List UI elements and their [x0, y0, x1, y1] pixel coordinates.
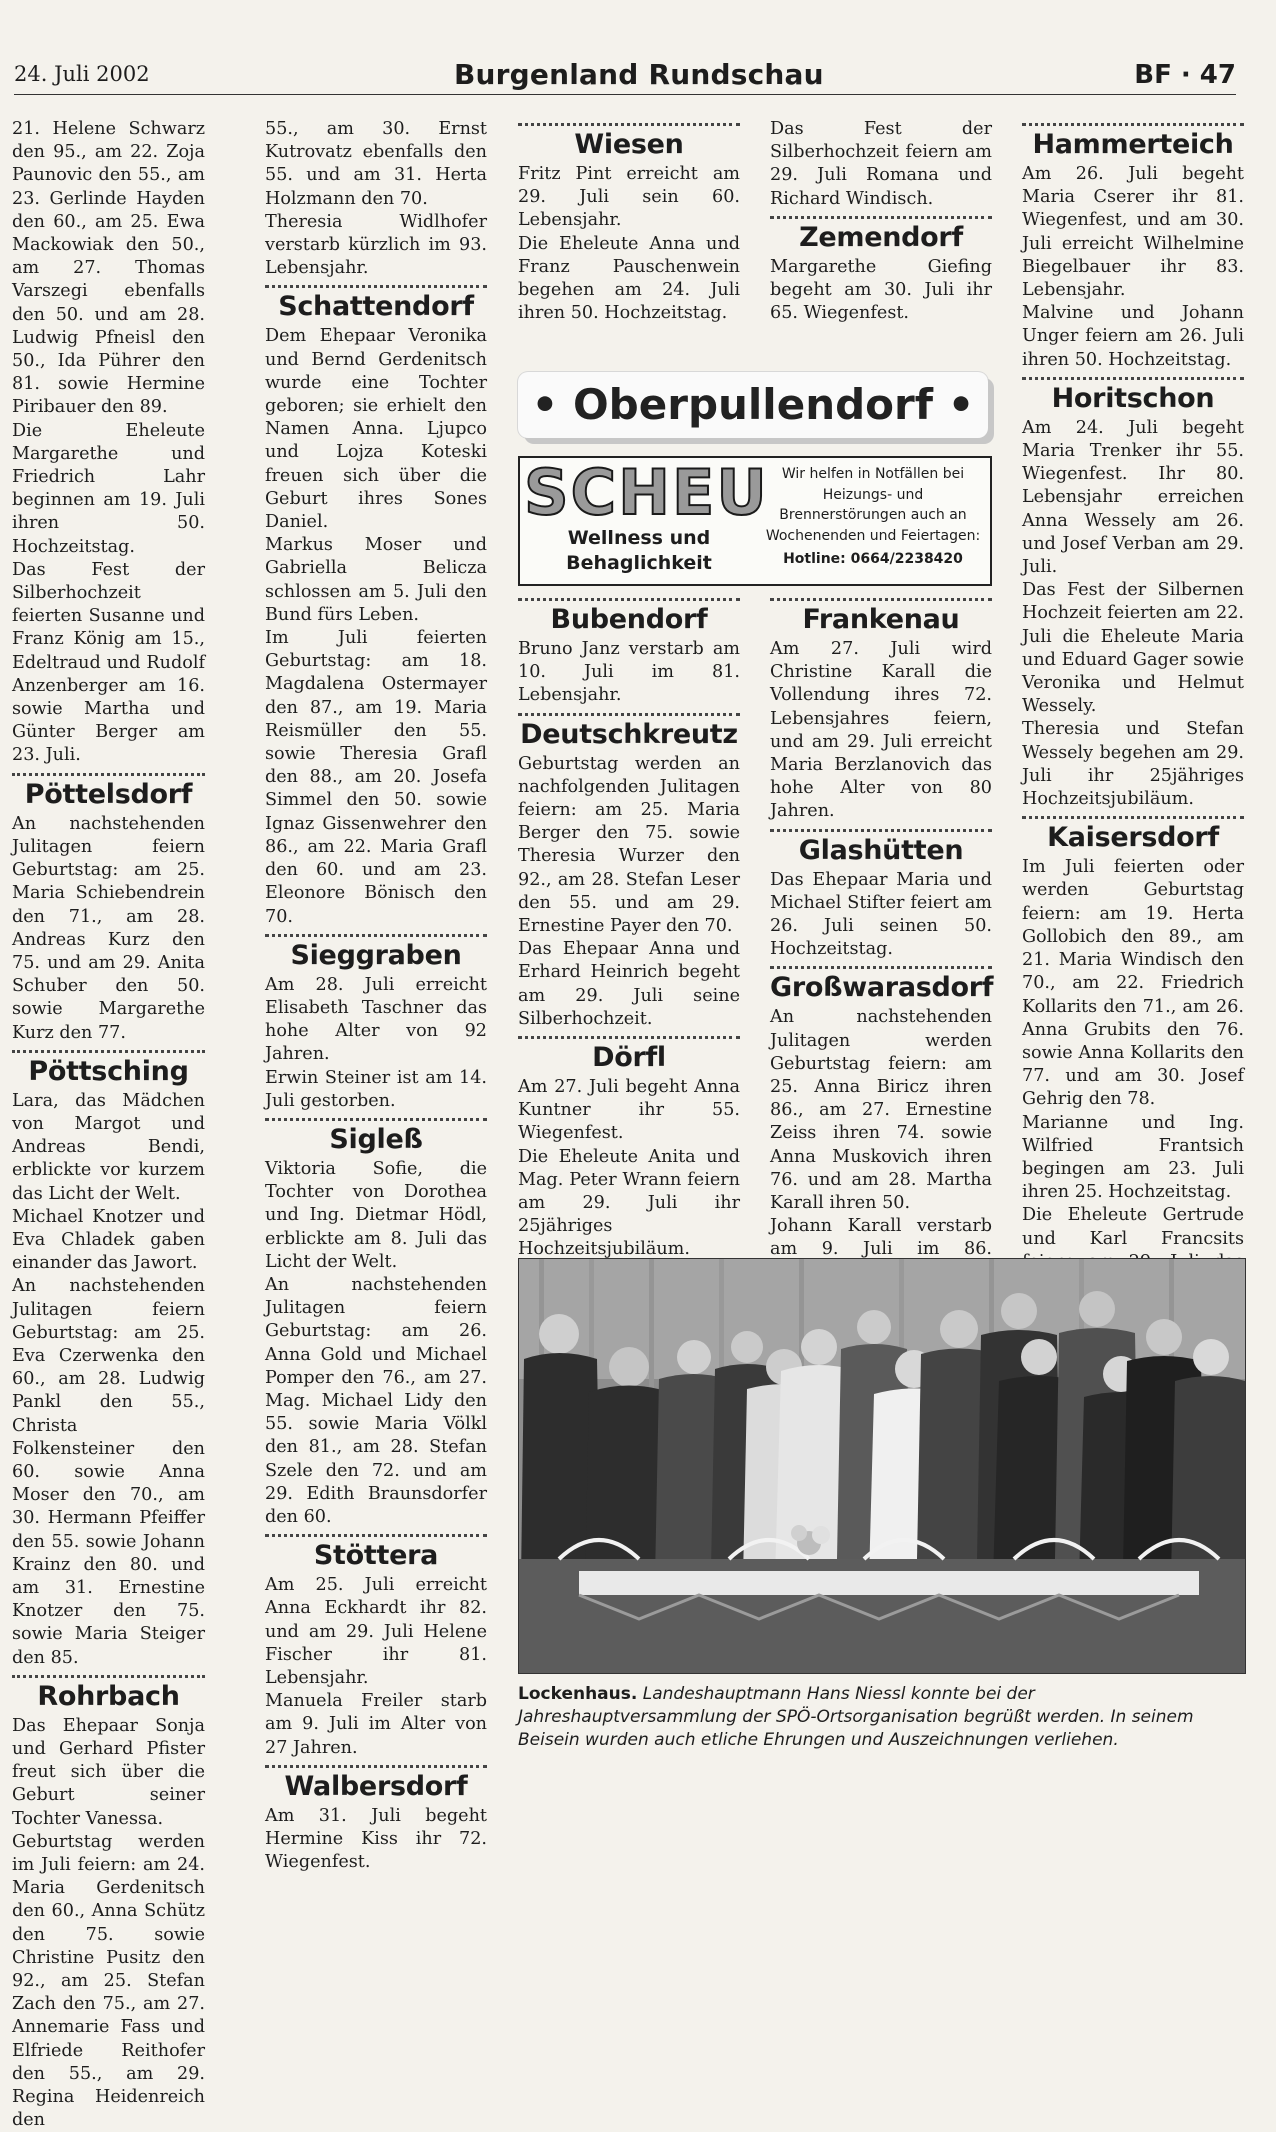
- section-title: Dörfl: [592, 1042, 666, 1074]
- dotted-divider: [265, 1765, 487, 1768]
- paragraph: Theresia Widlhofer verstarb kürzlich im 93. Lebensjahr.: [265, 211, 487, 279]
- paragraph: Marianne und Ing. Wilfried Frantsich begingen am 23. Juli ihren 25. Hochzeitstag.: [1022, 1112, 1244, 1203]
- section-title: Sigleß: [329, 1123, 423, 1155]
- column-5: [1022, 118, 1244, 1297]
- paragraph: Das Ehepaar Sonja und Gerhard Pfister freut sich über die Geburt seiner Tochter Vanessa.: [12, 1715, 205, 1829]
- paragraph: Theresia und Stefan Wessely begehen am 29. Juli ihr 25jähriges Hochzeitsjubiläum.: [1022, 719, 1244, 810]
- section-doerfl: [518, 1036, 740, 1262]
- paragraph: An nachstehenden Julitagen werden Geburtstag feiern: am 25. Anna Biricz ihren 86., am 27. Ernestine Zeiss ihren 74. sowie Anna Muskovich ihren 76. und am 28. Martha Karall ihren 50.: [770, 1007, 992, 1214]
- paragraph: Am 28. Juli erreicht Elisabeth Taschner das hohe Alter von 92 Jahren.: [265, 974, 487, 1065]
- ad-hotline: Hotline: 0664/2238420: [783, 551, 963, 567]
- paragraph: Das Ehepaar Anna und Erhard Heinrich begeht am 29. Juli seine Silberhochzeit.: [518, 939, 740, 1029]
- paragraph: Am 26. Juli begeht Maria Cserer ihr 81. Wiegenfest, und am 30. Juli erreicht Wilhelmine Biegelbauer ihr 83. Lebensjahr.: [1022, 164, 1244, 301]
- paragraph: Geburtstag werden im Juli feiern: am 24. Maria Gerdenitsch den 60., Anna Schütz den 75. sowie Christine Pusitz den 92., am 25. Stefan Zach den 75., am 27. Annemarie Fass und Elfriede Reithofer den 55., am 29. Regina Heidenreich den: [12, 1831, 205, 2131]
- paragraph: Michael Knotzer und Eva Chladek gaben einander das Jawort.: [12, 1206, 205, 1274]
- column-1: [12, 118, 205, 2132]
- dotted-divider: [265, 934, 487, 937]
- section-title: Pöttsching: [28, 1055, 189, 1087]
- dotted-divider: [770, 966, 992, 969]
- paragraph: Johann Karall verstarb am 9. Juli im 86.: [770, 1216, 992, 1260]
- paragraph: Die Eheleute Anna und Franz Pauschenwein begehen am 24. Juli ihren 50. Hochzeitstag.: [518, 233, 740, 324]
- section-title: Sieggraben: [290, 939, 462, 971]
- ad-text: Wir helfen in Notfällen bei Heizungs- und Brennerstörungen auch an Wochenenden und Feiertagen:: [765, 466, 981, 544]
- caption-text: Landeshauptmann Hans Niessl konnte bei der Jahreshauptversammlung der SPÖ-Ortsorganisation begrüßt werden. In seinem Beisein wurden auch etliche Ehrungen und Auszeichnungen verliehen.: [518, 1684, 1194, 1750]
- dotted-divider: [1022, 816, 1244, 819]
- section-poettelsdorf: [12, 773, 205, 1045]
- section-bubendorf: [518, 598, 740, 708]
- dotted-divider: [12, 773, 205, 776]
- paragraph: Das Fest der Silbernen Hochzeit feierten am 22. Juli die Eheleute Maria und Eduard Gager sowie Veronika und Helmut Wessely.: [1022, 580, 1244, 717]
- dotted-divider: [265, 1118, 487, 1121]
- paragraph: Erwin Steiner ist am 14. Juli gestorben.: [265, 1067, 487, 1111]
- section-rohrbach: [12, 1675, 205, 2132]
- section-poettsching: [12, 1050, 205, 1670]
- section-title: Rohrbach: [37, 1680, 180, 1712]
- ad-tagline: Wellness und: [567, 527, 711, 549]
- ad-tagline: Behaglichkeit: [566, 552, 712, 574]
- paragraph: An nachstehenden Julitagen feiern Geburtstag: am 26. Anna Gold und Michael Pomper den 76., am 27. Mag. Michael Lidy den 55. sowie Maria Völkl den 81., am 28. Stefan Szele den 72. und am 29. Edith Braunsdorfer den 60.: [265, 1274, 487, 1527]
- paragraph: Geburtstag werden an nachfolgenden Julitagen feiern: am 25. Maria Berger den 75. sowie Theresia Wurzer den 92., am 28. Stefan Leser den 55. und am 29. Ernestine Payer den 70.: [518, 753, 740, 937]
- paragraph: Margarethe Giefing begeht am 30. Juli ihr 65. Wiegenfest.: [770, 256, 992, 324]
- dotted-divider: [518, 713, 740, 716]
- page-number: BF · 47: [1134, 60, 1236, 90]
- section-wiesen: [518, 123, 740, 325]
- column-4-top: [770, 118, 992, 325]
- dotted-divider: [770, 598, 992, 601]
- section-title: Schattendorf: [278, 291, 474, 323]
- section-grosswarasdorf: [770, 966, 992, 1284]
- section-horitschon: [1022, 377, 1244, 811]
- page-header: [14, 58, 1236, 95]
- paragraph: Dem Ehepaar Veronika und Bernd Gerdenitsch wurde eine Tochter geboren; sie erhielt den Namen Anna. Ljupco und Lojza Koteski freuen sich über die Geburt ihres Sones Daniel.: [265, 326, 487, 533]
- paragraph: Am 25. Juli erreicht Anna Eckhardt ihr 82. und am 29. Juli Helene Fischer ihr 81. Lebensjahr.: [265, 1575, 487, 1688]
- paragraph: Markus Moser und Gabriella Belicza schlossen am 5. Juli den Bund fürs Leben.: [265, 535, 487, 625]
- section-sigless: [265, 1118, 487, 1529]
- column-2: [265, 118, 487, 1874]
- ad-brand-block: [524, 456, 769, 580]
- paragraph: An nachstehenden Julitagen feiern Geburtstag: am 25. Eva Czerwenka den 60., am 28. Ludwig Pankl den 55., Christa Folkensteiner den 60. sowie Anna Moser den 70., am 30. Hermann Pfeiffer den 55. sowie Johann Krainz den 80. und am 31. Ernestine Knotzer den 75. sowie Maria Steiger den 85.: [12, 1276, 205, 1668]
- section-schattendorf: [265, 285, 487, 928]
- publication-title: Burgenland Rundschau: [454, 58, 824, 91]
- dotted-divider: [518, 598, 740, 601]
- paragraph: An nachstehenden Julitagen feiern Geburtstag: am 25. Maria Schiebendrein den 71., am 28. Andreas Kurz den 75. und am 29. Anita Schuber den 50. sowie Margarethe Kurz den 77.: [12, 813, 205, 1043]
- section-title: Walbersdorf: [284, 1770, 468, 1802]
- paragraph: Fritz Pint erreicht am 29. Juli sein 60. Lebensjahr.: [518, 164, 740, 231]
- section-title: Glashütten: [798, 834, 964, 866]
- paragraph: Viktoria Sofie, die Tochter von Dorothea und Ing. Dietmar Hödl, erblickte am 8. Juli das Licht der Welt.: [265, 1158, 487, 1272]
- section-stoettera: [265, 1534, 487, 1760]
- section-title: Großwarasdorf: [770, 972, 994, 1004]
- dotted-divider: [1022, 377, 1244, 380]
- section-title: Stöttera: [313, 1540, 439, 1572]
- dotted-divider: [518, 1036, 740, 1039]
- paragraph: Am 27. Juli begeht Anna Kuntner ihr 55. Wiegenfest.: [518, 1077, 740, 1144]
- caption-location: Lockenhaus.: [518, 1684, 638, 1704]
- column-3-bottom: [518, 593, 740, 1262]
- dotted-divider: [1022, 123, 1244, 126]
- dotted-divider: [518, 123, 740, 126]
- paragraph: Die Eheleute Anita und Mag. Peter Wrann feiern am 29. Juli ihr 25jähriges Hochzeitsjubiläum.: [518, 1146, 740, 1260]
- dining-table: [519, 1559, 1245, 1673]
- issue-date: 24. Juli 2002: [14, 62, 150, 86]
- paragraph: Im Juli feierten Geburtstag: am 18. Magdalena Ostermayer den 87., am 19. Maria Reismüller den 55. sowie Theresia Grafl den 88., am 20. Josefa Simmel den 50. sowie Ignaz Gissenwehrer den 86., am 22. Maria Grafl den 60. und am 23. Eleonore Bönisch den 70.: [265, 628, 487, 927]
- section-glashuetten: [770, 829, 992, 962]
- paragraph: Lara, das Mädchen von Margot und Andreas Bendi, erblickte vor kurzem das Licht der Welt.: [12, 1090, 205, 1204]
- ad-text-block: [760, 464, 986, 570]
- section-title: Wiesen: [574, 129, 684, 160]
- paragraph: Die Eheleute Gertrude und Karl Francsits: [1022, 1205, 1244, 1249]
- advertisement: [518, 456, 992, 586]
- section-sieggraben: [265, 934, 487, 1113]
- section-title: Zemendorf: [799, 221, 963, 253]
- paragraph: Das Fest der Silberhochzeit feierten Susanne und Franz König am 15., Edeltraud und Rudolf Anzenberger am 16. sowie Martha und Günter Berger am 23. Juli.: [12, 559, 205, 766]
- paragraph: Das Fest der Silberhochzeit feiern am 29. Juli Romana und Richard Windisch.: [770, 119, 992, 209]
- paragraph: Malvine und Johann Unger feiern am 26. Juli ihren 50. Hochzeitstag.: [1022, 303, 1244, 370]
- column-4-bottom: [770, 593, 992, 1285]
- section-title: Horitschon: [1051, 382, 1215, 414]
- paragraph: Das Ehepaar Maria und Michael Stifter feiert am 26. Juli seinen 50. Hochzeitstag.: [770, 869, 992, 960]
- paragraph: Manuela Freiler starb am 9. Juli im Alter von 27 Jahren.: [265, 1691, 487, 1758]
- section-title: Frankenau: [802, 604, 960, 635]
- dotted-divider: [12, 1050, 205, 1053]
- section-title: Deutschkreutz: [520, 718, 738, 750]
- paragraph: Am 24. Juli begeht Maria Trenker ihr 55. Wiegenfest. Ihr 80. Lebensjahr erreichen Anna Wessely am 26. und Josef Verban am 29. Juli.: [1022, 417, 1244, 578]
- section-title: Bubendorf: [550, 604, 708, 635]
- section-hammerteich: [1022, 123, 1244, 372]
- section-zemendorf: [770, 216, 992, 326]
- dotted-divider: [770, 216, 992, 219]
- section-title: Hammerteich: [1032, 129, 1234, 160]
- paragraph: Am 27. Juli wird Christine Karall die Vollendung ihres 72. Lebensjahres feiern, und am 29. Juli erreicht Maria Berzlanovich das hohe Alter von 80 Jahren.: [770, 639, 992, 822]
- dotted-divider: [265, 285, 487, 288]
- paragraph: 21. Helene Schwarz den 95., am 22. Zoja Paunovic den 55., am 23. Gerlinde Hayden den 60., am 25. Ewa Mackowiak den 50., am 27. Thomas Varszegi ebenfalls den 50. und am 28. Ludwig Pfneisl den 50., Ida Pührer den 81. sowie Hermine Piribauer den 89.: [12, 119, 205, 418]
- paragraph: 55., am 30. Ernst Kutrovatz ebenfalls den 55. und am 31. Herta Holzmann den 70.: [265, 119, 487, 209]
- dotted-divider: [12, 1675, 205, 1678]
- section-deutschkreutz: [518, 713, 740, 1031]
- dotted-divider: [265, 1534, 487, 1537]
- paragraph: Bruno Janz verstarb am 10. Juli im 81. Lebensjahr.: [518, 639, 740, 706]
- paragraph: Am 31. Juli begeht Hermine Kiss ihr 72. Wiegenfest.: [265, 1805, 487, 1873]
- group-photo: [518, 1258, 1246, 1674]
- paragraph: Im Juli feierten oder werden Geburtstag feiern: am 19. Herta Gollobich den 89., am 21. Maria Windisch den 70., am 22. Friedrich Kollarits den 71., am 26. Anna Grubits den 76. sowie Anna Kollarits den 77. und am 30. Josef Gehrig den 78.: [1022, 857, 1244, 1110]
- column-3-top: [518, 118, 740, 325]
- section-walbersdorf: [265, 1765, 487, 1875]
- section-title: Pöttelsdorf: [24, 778, 193, 810]
- region-banner: • Oberpullendorf •: [518, 372, 988, 438]
- section-title: Kaisersdorf: [1047, 822, 1219, 854]
- section-kaisersdorf: [1022, 816, 1244, 1297]
- ad-brand-name: SCHEU: [524, 456, 769, 529]
- section-frankenau: [770, 598, 992, 824]
- paragraph: Die Eheleute Margarethe und Friedrich Lahr beginnen am 19. Juli ihren 50. Hochzeitstag.: [12, 420, 205, 557]
- dotted-divider: [770, 829, 992, 832]
- photo-caption: [518, 1683, 1244, 1752]
